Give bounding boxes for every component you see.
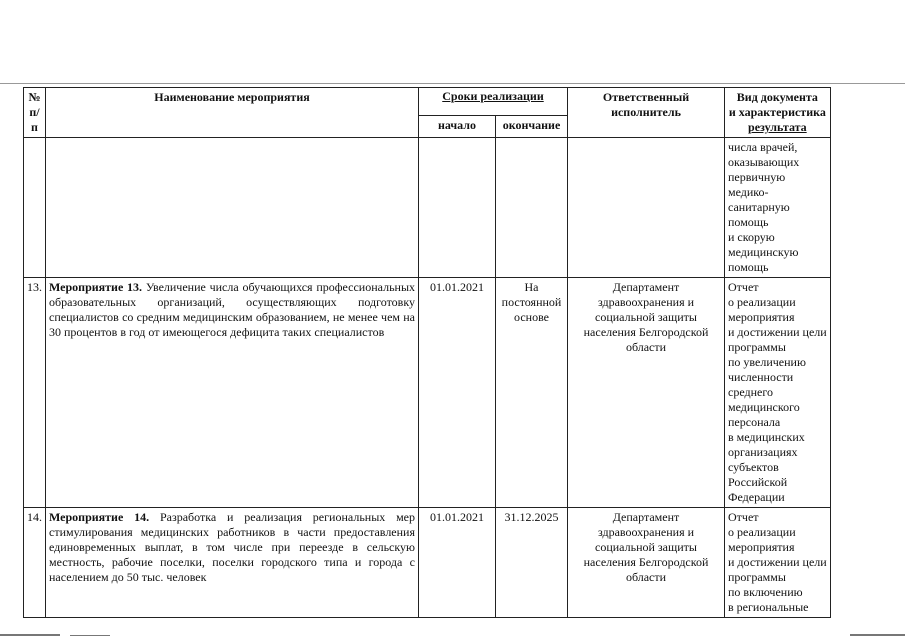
measure-description: [46, 508, 419, 618]
continuation-name: [46, 138, 419, 278]
scan-edge-mark: [850, 634, 905, 636]
measure-text: Разработка и реализация региональных мер стимулирования медицинских работников в части предоставления единовременных выплат, в том числе при переезде в сельскую местность, рабочие поселки, поселки городского типа и города с населением до 50 тыс. человек: [49, 510, 416, 584]
continuation-num: [24, 138, 46, 278]
table-row-continuation: [24, 138, 831, 278]
doc-header-line1: Вид документа: [736, 90, 818, 104]
table-row-13: [24, 278, 831, 508]
measure-description: [46, 278, 419, 508]
scan-edge-mark: [0, 634, 60, 636]
responsible-header: Ответственный исполнитель: [568, 88, 725, 138]
doc-header-line3: результата: [748, 120, 807, 134]
continuation-end: [496, 138, 568, 278]
start-date: 01.01.2021: [419, 508, 496, 618]
measure-title: Мероприятие 14.: [49, 510, 150, 524]
result-document: Отчет о реализации мероприятия и достижении цели программы по включению в региональные: [725, 508, 831, 618]
measures-table: [23, 87, 831, 618]
continuation-start: [419, 138, 496, 278]
table-row-14: [24, 508, 831, 618]
terms-header: [419, 88, 568, 116]
responsible-executor: Департамент здравоохранения и социальной защиты населения Белгородской области: [568, 508, 725, 618]
continuation-doc: числа врачей, оказывающих первичную медико- санитарную помощь и скорую медицинскую помощь: [725, 138, 831, 278]
end-date: На постоянной основе: [496, 278, 568, 508]
row-number: 13.: [24, 278, 46, 508]
continuation-responsible: [568, 138, 725, 278]
measure-title: Мероприятие 13.: [49, 280, 143, 294]
terms-label: Сроки реализации: [442, 89, 544, 103]
end-header: окончание: [496, 116, 568, 138]
name-header: Наименование мероприятия: [46, 88, 419, 138]
result-document: Отчет о реализации мероприятия и достижении цели программы по увеличению численности среднего медицинского персонала в медицинских организациях субъектов Российской Федерации: [725, 278, 831, 508]
end-date: 31.12.2025: [496, 508, 568, 618]
responsible-executor: Департамент здравоохранения и социальной защиты населения Белгородской области: [568, 278, 725, 508]
scan-edge-mark: [70, 635, 110, 636]
start-header: начало: [419, 116, 496, 138]
num-header: № п/п: [24, 88, 46, 138]
doc-header-line2: и характеристика: [728, 105, 826, 119]
scan-edge-mark: [0, 83, 905, 84]
measure-text: Увеличение числа обучающихся профессиональных образовательных организаций, осуществляющих подготовку специалистов со средним медицинским образованием, не менее чем на 30 процентов в год от имеющегося дефицита таких специалистов: [49, 280, 416, 339]
start-date: 01.01.2021: [419, 278, 496, 508]
doc-header: [725, 88, 831, 138]
row-number: 14.: [24, 508, 46, 618]
